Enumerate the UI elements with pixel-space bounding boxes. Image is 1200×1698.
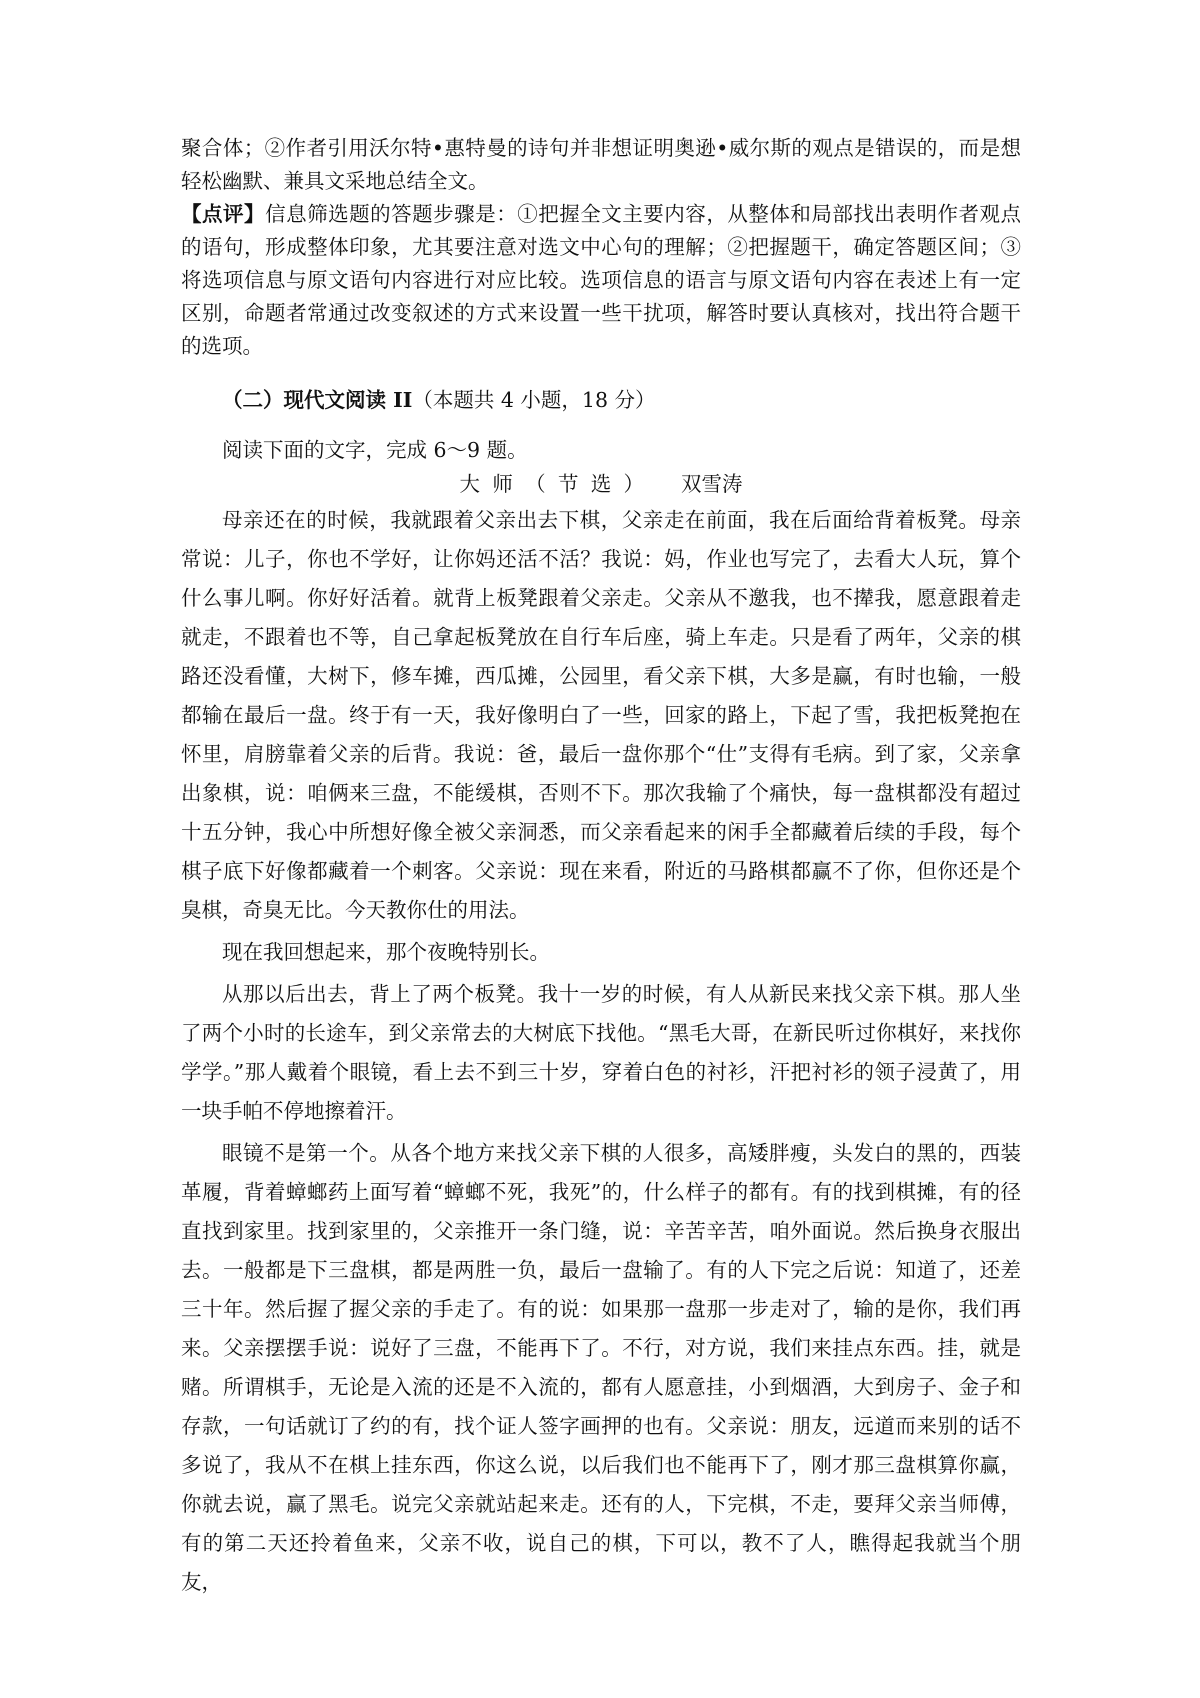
analysis-conclusion: 聚合体；②作者引用沃尔特•惠特曼的诗句并非想证明奥逊•威尔斯的观点是错误的，而是想轻松幽默、兼具文采地总结全文。 <box>181 136 1021 193</box>
answer-analysis-block <box>181 132 1021 363</box>
story-author: 双雪涛 <box>680 472 743 496</box>
story-paragraph-4: 眼镜不是第一个。从各个地方来找父亲下棋的人很多，高矮胖瘦，头发白的黑的，西装革履，背着蟑螂药上面写着“蟑螂不死，我死”的，什么样子的都有。有的找到棋摊，有的径直找到家里。找到家里的，父亲推开一条门缝，说：辛苦辛苦，咱外面说。然后换身衣服出去。一般都是下三盘棋，都是两胜一负，最后一盘输了。有的人下完之后说：知道了，还差三十年。然后握了握父亲的手走了。有的说：如果那一盘那一步走对了，输的是你，我们再来。父亲摆摆手说：说好了三盘，不能再下了。不行，对方说，我们来挂点东西。挂，就是赌。所谓棋手，无论是入流的还是不入流的，都有人愿意挂，小到烟酒，大到房子、金子和存款，一句话就订了约的有，找个证人签字画押的也有。父亲说：朋友，远道而来别的话不多说了，我从不在棋上挂东西，你这么说，以后我们也不能再下了，刚才那三盘棋算你赢，你就去说，赢了黑毛。说完父亲就站起来走。还有的人，下完棋，不走，要拜父亲当师傅，有的第二天还拎着鱼来，父亲不收，说自己的棋，下可以，教不了人，瞧得起我就当个朋友， <box>181 1141 1021 1594</box>
comment-tag: 【点评】 <box>181 202 266 226</box>
document-page <box>181 132 1021 1602</box>
story-title: 大师（节选） <box>459 472 657 496</box>
story-title-line <box>181 467 1021 501</box>
reading-instruction: 阅读下面的文字，完成 6～9 题。 <box>222 438 528 462</box>
section-heading-rest: （本题共 4 小题，18 分） <box>412 388 656 412</box>
comment-paragraph <box>181 198 1021 363</box>
comment-text: 信息筛选题的答题步骤是：①把握全文主要内容，从整体和局部找出表明作者观点的语句，形成整体印象，尤其要注意对选文中心句的理解；②把握题干，确定答题区间；③将选项信息与原文语句内容进行对应比较。选项信息的语言与原文语句内容在表述上有一定区别，命题者常通过改变叙述的方式来设置一些干扰项，解答时要认真核对，找出符合题干的选项。 <box>181 202 1022 358</box>
story-paragraph-3: 从那以后出去，背上了两个板凳。我十一岁的时候，有人从新民来找父亲下棋。那人坐了两个小时的长途车，到父亲常去的大树底下找他。“黑毛大哥，在新民听过你棋好，来找你学学。”那人戴着个眼镜，看上去不到三十岁，穿着白色的衬衫，汗把衬衫的领子浸黄了，用一块手帕不停地擦着汗。 <box>181 982 1021 1123</box>
section-heading-bold: （二）现代文阅读 II <box>222 388 413 412</box>
section-heading <box>181 383 1021 417</box>
story-paragraph-2: 现在我回想起来，那个夜晚特别长。 <box>222 940 550 964</box>
story-paragraph-1: 母亲还在的时候，我就跟着父亲出去下棋，父亲走在前面，我在后面给背着板凳。母亲常说：儿子，你也不学好，让你妈还活不活？我说：妈，作业也写完了，去看大人玩，算个什么事儿啊。你好好活着。就背上板凳跟着父亲走。父亲从不邀我，也不撵我，愿意跟着走就走，不跟着也不等，自己拿起板凳放在自行车后座，骑上车走。只是看了两年，父亲的棋路还没看懂，大树下，修车摊，西瓜摊，公园里，看父亲下棋，大多是赢，有时也输，一般都输在最后一盘。终于有一天，我好像明白了一些，回家的路上，下起了雪，我把板凳抱在怀里，肩膀靠着父亲的后背。我说：爸，最后一盘你那个“仕”支得有毛病。到了家，父亲拿出象棋，说：咱俩来三盘，不能缓棋，否则不下。那次我输了个痛快，每一盘棋都没有超过十五分钟，我心中所想好像全被父亲洞悉，而父亲看起来的闲手全都藏着后续的手段，每个棋子底下好像都藏着一个刺客。父亲说：现在来看，附近的马路棋都赢不了你，但你还是个臭棋，奇臭无比。今天教你仕的用法。 <box>181 508 1021 922</box>
story-body <box>181 501 1021 1602</box>
